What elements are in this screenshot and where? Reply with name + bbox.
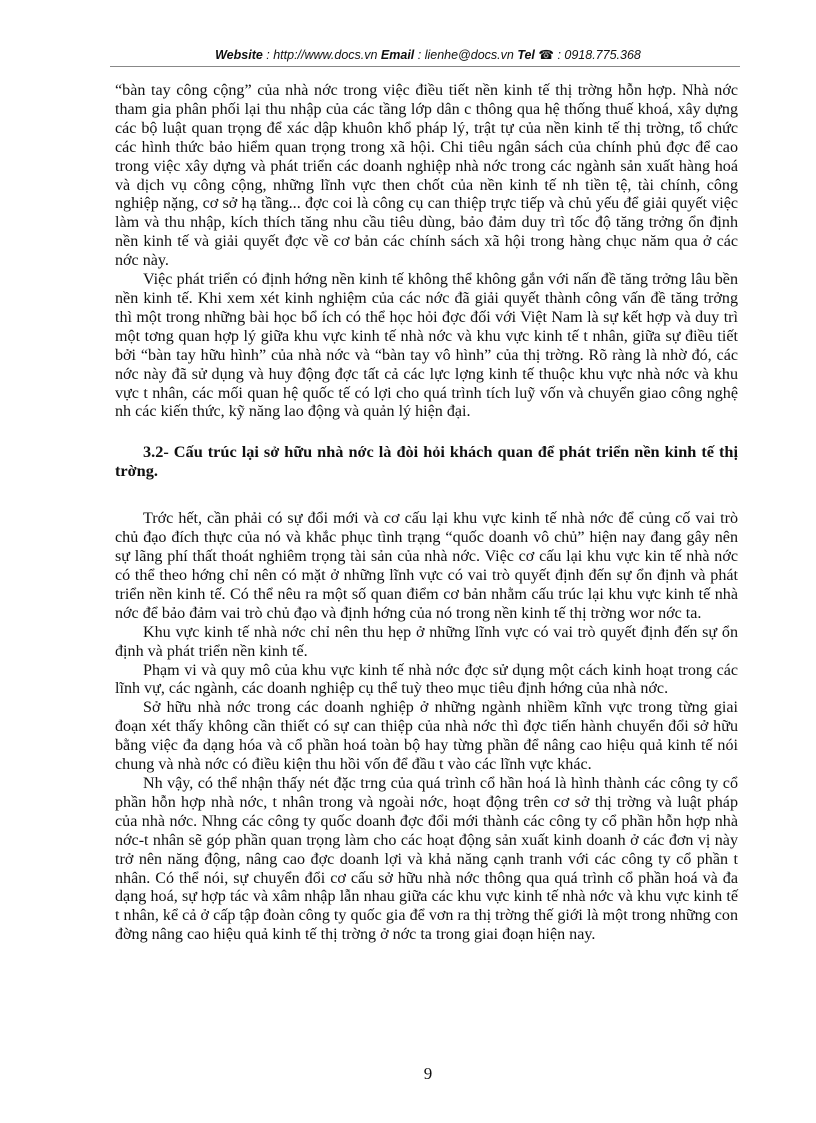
phone-number: : 0918.775.368 [553,48,641,62]
section-heading: 3.2- Cấu trúc lại sở hữu nhà nớc là đòi hỏi khách quan để phát triển nền kinh tế thị trờng. [115,442,738,481]
website-label: Website [215,48,263,62]
paragraph-7: Nh vậy, có thể nhận thấy nét đặc trng của quá trình cổ hần hoá là hình thành các công ty cổ phần hỗn hợp nhà nớc, t nhân trong và ngoài nớc, hoạt động trên cơ sở thị trờng và luật pháp của nhà nớc. Nhng các công ty quốc doanh đợc đổi mới thành các công ty cổ phần hỗn hợp nhà nớc-t nhân sẽ góp phần quan trọng làm cho các hoạt động sản xuất kinh doanh ở các đơn vị này trở nên năng động, nâng cao đợc doanh lợi và khả năng cạnh tranh với các công ty cổ phần t nhân. Có thể nói, sự chuyển đổi cơ cấu sở hữu nhà nớc thông qua quá trình cổ phần hoá và đa dạng hoá, sự hợp tác và xâm nhập lẫn nhau giữa các khu vực kinh tế nhà nớc và khu vực kinh tế t nhân, kể cả ở cấp tập đoàn công ty quốc gia để vơn ra thị trờng thế giới là một trong những con đờng nâng cao hiệu quả kinh tế thị trờng ở nớc ta trong giai đoạn hiện nay. [115,775,738,944]
paragraph-2: Việc phát triển có định hớng nền kinh tế không thể không gắn với nấn đề tăng trởng lâu bền nền kinh tế. Khi xem xét kinh nghiệm của các nớc đã giải quyết thành công vấn đề tăng trởng thì một trong những bài học bổ ích có thể học hỏi đợc đối với Việt Nam là sự kết hợp và duy trì một tơng quan hợp lý giữa khu vực kinh tế nhà nớc và khu vực kinh tế t nhân, giữa sự điều tiết bởi “bàn tay hữu hình” của nhà nớc và “bàn tay vô hình” của thị trờng. Rõ ràng là nhờ đó, các nớc này đã sử dụng và huy động đợc tất cả các lực lợng kinh tế thuộc khu vực nhà nớc và khu vực t nhân, các mối quan hệ quốc tế có lợi cho quá trình tích luỹ vốn và chuyển giao công nghệ nh các kiến thức, kỹ năng lao động và quản lý hiện đại. [115,271,738,421]
email-label: Email [380,48,415,62]
tel-label: Tel [517,48,535,62]
email-address: : lienhe@docs.vn [414,48,518,62]
header-divider [110,66,740,67]
paragraph-6: Sở hữu nhà nớc trong các doanh nghiệp ở những ngành nhiềm kĩnh vực trong từng giai đoạn xét thấy không cần thiết có sự can thiệp của nhà nớc thì đợc tiến hành chuyển đổi sở hữu bằng việc đa dạng hóa và cổ phần hoá toàn bộ hay từng phần để nâng cao hiệu quả kinh tế nói chung và nhà nớc có điều kiện thu hồi vốn để đầu t vào các lĩnh vực khác. [115,699,738,774]
paragraph-5: Phạm vi và quy mô của khu vực kinh tế nhà nớc đợc sử dụng một cách kinh hoạt trong các lĩnh vự, các ngành, các doanh nghiệp cụ thể tuỳ theo mục tiêu định hớng của nhà nớc. [115,661,738,698]
paragraph-1: “bàn tay công cộng” của nhà nớc trong việc điều tiết nền kinh tế thị trờng hỗn hợp. Nhà nớc tham gia phân phối lại thu nhập của các tầng lớp dân c thông qua hệ thống thuế khoá, xây dựng các bộ luật quan trọng để xác dập khuôn khổ pháp lý, trật tự của nền kinh tế thị trờng, tổ chức các hình thức bảo hiểm quan trọng trong xã hội. Chi tiêu ngân sách của chính phủ đợc để cao trong việc xây dựng và phát triển các doanh nghiệp nhà nớc trong các ngành sản xuất hàng hoá và dịch vụ công cộng, những lĩnh vực then chốt của nền kinh tế nh tiền tệ, tài chính, công nghiệp nặng, cơ sở hạ tầng... đợc coi là công cụ can thiệp trực tiếp và chủ yếu để giải quyết việc làm và thu nhập, kích thích tăng nhu cầu tiêu dùng, bảo đảm duy trì tốc độ tăng trởng ổn định nền kinh tế và giải quyết đợc về cơ bản các chính sách xã hội trong hàng chục năm qua ở các nớc này. [115,82,738,270]
paragraph-3: Trớc hết, cần phải có sự đổi mới và cơ cấu lại khu vực kinh tế nhà nớc để củng cố vai trò chủ đạo đích thực của nó và khắc phục tình trạng “quốc doanh vô chủ” hiện nay đang gây nên sự lãng phí thất thoát nghiêm trọng tài sản của nhà nớc. Việc cơ cấu lại khu vực kin tế nhà nớc có thể theo hớng chỉ nên có mặt ở những lĩnh vực có vai trò quyết định đến sự ổn định và phát triển nền kinh tế. Có thể nêu ra một số quan điểm cơ bản nhằm cấu trúc lại khu vực kinh tế nhà nớc để bảo đảm vai trò chủ đạo và định hớng của nó trong nền kinh tế thị trờng wor nớc ta. [115,510,738,622]
phone-icon: ☎ [538,48,554,62]
website-url: : http://www.docs.vn [262,48,381,62]
page-number: 9 [423,1064,433,1083]
document-body [115,82,738,945]
page-header [150,47,706,62]
paragraph-4: Khu vực kinh tế nhà nớc chỉ nên thu hẹp ở những lĩnh vực có vai trò quyết định đến sự ổn định và phát triển nền kinh tế. [115,623,738,660]
